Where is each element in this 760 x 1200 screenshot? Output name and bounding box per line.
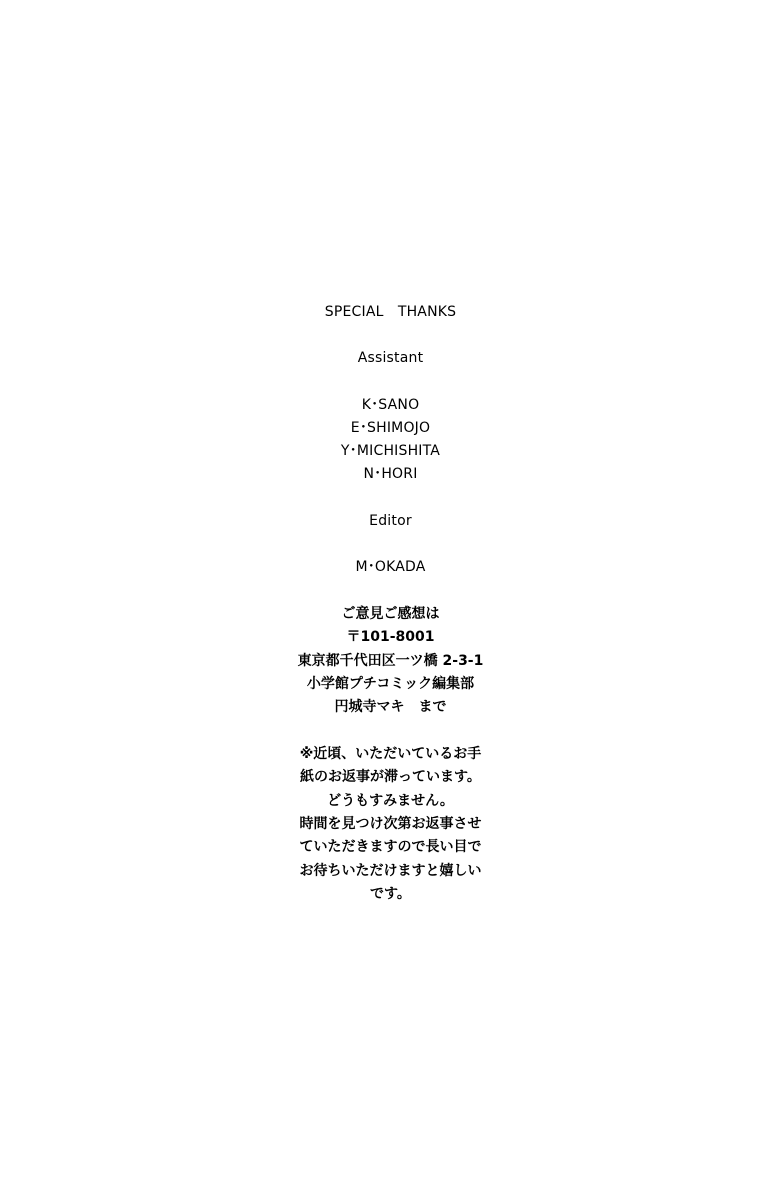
address-line: 小学館プチコミック編集部 xyxy=(306,676,475,692)
note-line: ていただきますので長い目で xyxy=(299,839,482,855)
note-line: です。 xyxy=(370,886,411,902)
assistant-name: Y･MICHISHITA xyxy=(340,443,441,459)
note-line: 紙のお返事が滞っています。 xyxy=(300,769,481,785)
address-line: 〒101-8001 xyxy=(346,629,435,645)
address-line: 東京都千代田区一ツ橋 2-3-1 xyxy=(297,653,484,669)
assistant-name: E･SHIMOJO xyxy=(350,420,431,436)
note-line: どうもすみません。 xyxy=(327,793,454,809)
note-line: ※近頃、いただいているお手 xyxy=(299,746,482,762)
address-line: 円城寺マキ まで xyxy=(334,699,447,715)
assistant-label: Assistant xyxy=(357,350,424,366)
editor-label: Editor xyxy=(369,513,412,529)
note-line: 時間を見つけ次第お返事させ xyxy=(299,816,482,832)
address-line: ご意見ご感想は xyxy=(341,606,440,622)
note-line: お待ちいただけますと嬉しい xyxy=(299,863,482,879)
editor-name: M･OKADA xyxy=(355,559,426,575)
assistant-name: K･SANO xyxy=(361,397,420,413)
assistant-name: N･HORI xyxy=(363,466,418,482)
special-thanks-heading: SPECIAL THANKS xyxy=(324,304,457,320)
